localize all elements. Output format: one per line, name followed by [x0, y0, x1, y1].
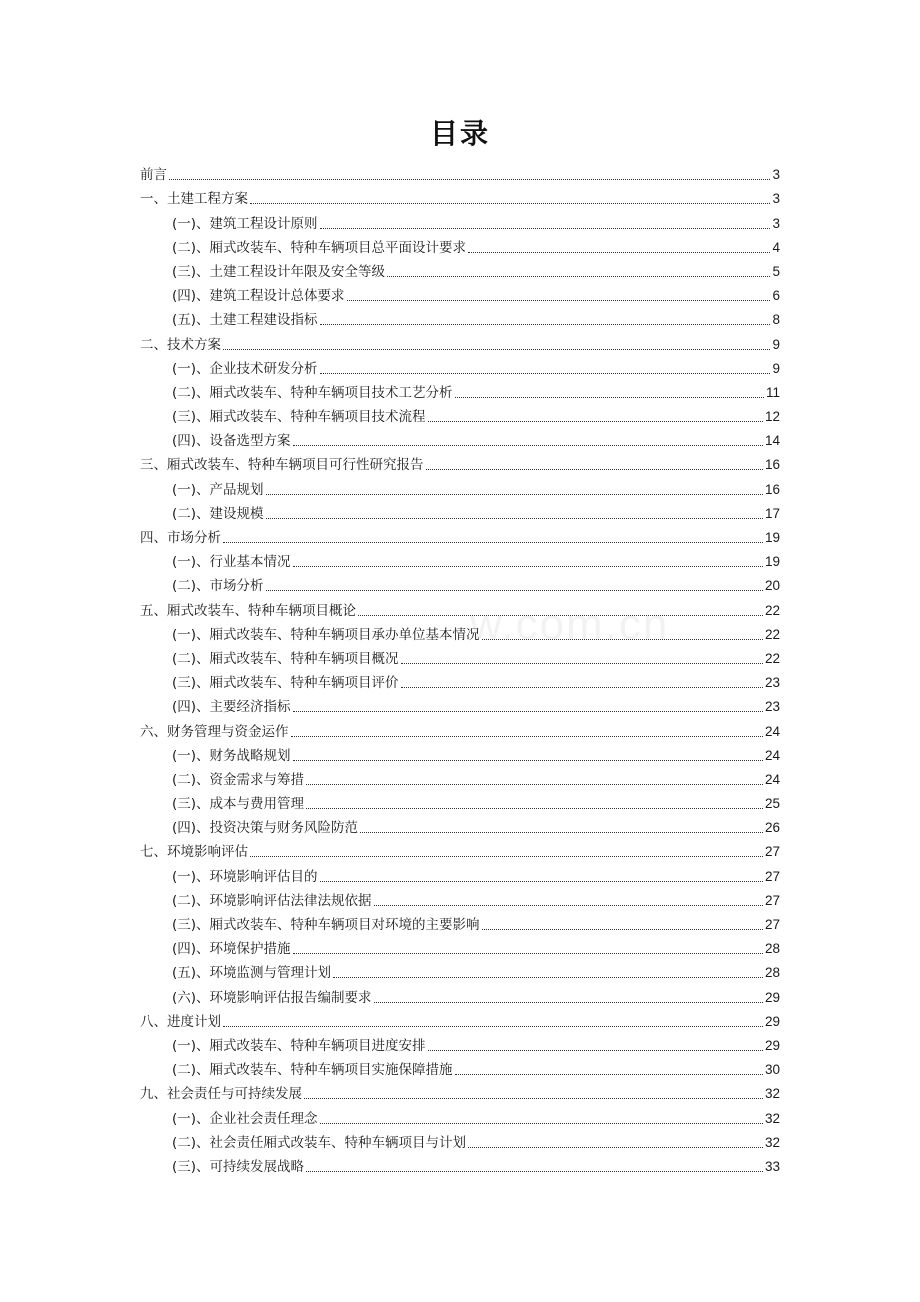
toc-dot-leader	[250, 856, 763, 857]
toc-entry[interactable]	[140, 886, 780, 910]
toc-dot-leader	[293, 953, 763, 954]
toc-page-number: 22	[764, 602, 780, 618]
toc-page-number: 32	[764, 1134, 780, 1150]
toc-entry-text: (五)、土建工程建设指标	[172, 312, 318, 329]
toc-entry[interactable]	[140, 765, 780, 789]
toc-entry[interactable]	[140, 1031, 780, 1055]
toc-entry-text: (三)、厢式改装车、特种车辆项目对环境的主要影响	[172, 917, 480, 933]
toc-entry-text: (四)、主要经济指标	[172, 699, 291, 716]
toc-dot-leader	[358, 615, 763, 616]
toc-entry[interactable]	[140, 571, 780, 595]
toc-page-number: 17	[764, 505, 780, 521]
toc-entry-text: (四)、环境保护措施	[172, 941, 291, 958]
toc-dot-leader	[455, 397, 764, 398]
toc-entry[interactable]	[140, 910, 780, 934]
toc-entry[interactable]	[140, 184, 780, 208]
toc-page-number: 3	[772, 215, 780, 231]
toc-entry[interactable]	[140, 716, 780, 740]
toc-dot-leader	[306, 1171, 763, 1172]
toc-page-number: 6	[772, 288, 780, 304]
toc-page-number: 28	[764, 965, 780, 981]
toc-dot-leader	[320, 1123, 763, 1124]
toc-entry[interactable]	[140, 329, 780, 353]
toc-entry[interactable]	[140, 741, 780, 765]
toc-dot-leader	[306, 808, 763, 809]
toc-entry-text: (四)、建筑工程设计总体要求	[172, 288, 345, 305]
toc-entry-text: (三)、可持续发展战略	[172, 1158, 305, 1175]
toc-dot-leader	[320, 228, 771, 229]
toc-page-number: 24	[764, 723, 780, 739]
toc-dot-leader	[304, 1098, 763, 1099]
toc-dot-leader	[223, 349, 770, 350]
toc-entry-text: (四)、投资决策与财务风险防范	[172, 820, 359, 837]
toc-entry[interactable]	[140, 1079, 780, 1103]
toc-dot-leader	[169, 179, 770, 180]
toc-entry[interactable]	[140, 789, 780, 813]
toc-page-number: 27	[764, 868, 780, 884]
toc-entry-text: (一)、企业社会责任理念	[172, 1110, 318, 1127]
toc-page-number: 29	[764, 1013, 780, 1029]
toc-entry-text: (一)、厢式改装车、特种车辆项目进度安排	[172, 1037, 426, 1054]
toc-page-number: 22	[764, 626, 780, 642]
toc-entry[interactable]	[140, 1055, 780, 1079]
toc-dot-leader	[320, 881, 763, 882]
toc-entry[interactable]	[140, 934, 780, 958]
toc-page-number: 19	[764, 554, 780, 570]
toc-entry-text: 六、财务管理与资金运作	[140, 723, 289, 740]
toc-dot-leader	[455, 1074, 763, 1075]
page-title: 目录	[429, 117, 490, 150]
toc-dot-leader	[293, 760, 763, 761]
toc-page-number: 32	[764, 1086, 780, 1102]
toc-dot-leader	[320, 373, 771, 374]
toc-entry-text: 一、土建工程方案	[140, 191, 248, 208]
toc-entry-text: 三、厢式改装车、特种车辆项目可行性研究报告	[140, 457, 424, 474]
toc-dot-leader	[374, 1002, 763, 1003]
toc-page-number: 23	[764, 675, 780, 691]
toc-page-number: 8	[772, 312, 780, 328]
toc-entry-text: (四)、设备选型方案	[172, 433, 291, 450]
toc-page-number: 20	[764, 578, 780, 594]
toc-dot-leader	[482, 639, 763, 640]
toc-entry-text: (三)、成本与费用管理	[172, 796, 305, 813]
toc-page-number: 32	[764, 1110, 780, 1126]
toc-dot-leader	[293, 566, 763, 567]
toc-entry[interactable]	[140, 1007, 780, 1031]
toc-dot-leader	[320, 324, 771, 325]
toc-entry-text: (二)、建设规模	[172, 505, 264, 522]
toc-entry[interactable]	[140, 1128, 780, 1152]
toc-dot-leader	[468, 1147, 763, 1148]
toc-page-number: 5	[772, 263, 780, 279]
toc-entry-text: (一)、产品规划	[172, 481, 264, 498]
toc-page-number: 16	[764, 481, 780, 497]
toc-entry-text: (二)、厢式改装车、特种车辆项目技术工艺分析	[172, 384, 453, 401]
toc-dot-leader	[347, 300, 771, 301]
toc-entry[interactable]	[140, 305, 780, 329]
toc-page-number: 3	[772, 167, 780, 183]
toc-entry-text: (三)、土建工程设计年限及安全等级	[172, 263, 386, 280]
toc-page-number: 9	[772, 336, 780, 352]
toc-entry[interactable]	[140, 547, 780, 571]
toc-page-number: 27	[764, 844, 780, 860]
toc-entry[interactable]	[140, 982, 780, 1006]
toc-page-number: 30	[764, 1062, 780, 1078]
toc-entry[interactable]	[140, 499, 780, 523]
toc-entry-text: (三)、厢式改装车、特种车辆项目评价	[172, 675, 399, 692]
toc-page-number: 29	[764, 989, 780, 1005]
toc-page-number: 11	[765, 384, 780, 400]
toc-dot-leader	[306, 784, 763, 785]
toc-entry-text: (六)、环境影响评估报告编制要求	[172, 989, 372, 1006]
toc-dot-leader	[426, 469, 763, 470]
toc-entry-text: 四、市场分析	[140, 530, 221, 546]
toc-dot-leader	[293, 445, 763, 446]
toc-entry[interactable]	[140, 257, 780, 281]
toc-page-number: 12	[764, 409, 780, 425]
toc-entry[interactable]	[140, 378, 780, 402]
toc-entry[interactable]	[140, 1152, 780, 1176]
toc-entry-text: (一)、环境影响评估目的	[172, 868, 318, 885]
toc-entry-text: (一)、财务战略规划	[172, 747, 291, 764]
toc-entry[interactable]	[140, 281, 780, 305]
toc-page-number: 9	[772, 360, 780, 376]
toc-entry-text: 二、技术方案	[140, 336, 221, 353]
toc-entry-text: (二)、市场分析	[172, 578, 264, 595]
toc-entry[interactable]	[140, 958, 780, 982]
toc-entry-text: (二)、社会责任厢式改装车、特种车辆项目与计划	[172, 1134, 467, 1151]
toc-dot-leader	[401, 663, 763, 664]
toc-entry-text: 五、厢式改装车、特种车辆项目概论	[140, 602, 356, 619]
toc-page-number: 29	[764, 1037, 780, 1053]
toc-entry[interactable]	[140, 837, 780, 861]
toc-entry-text: (二)、厢式改装车、特种车辆项目概况	[172, 650, 399, 667]
toc-page-number: 19	[764, 530, 780, 545]
toc-entry[interactable]	[140, 474, 780, 498]
toc-page-number: 4	[772, 239, 780, 255]
toc-entry-text: (一)、行业基本情况	[172, 554, 291, 571]
toc-dot-leader	[428, 421, 763, 422]
toc-entry[interactable]	[140, 692, 780, 716]
toc-entry[interactable]	[140, 620, 780, 644]
toc-page-number: 26	[764, 820, 780, 836]
toc-entry[interactable]	[140, 450, 780, 474]
toc-entry-text: 前言	[140, 167, 167, 184]
toc-dot-leader	[482, 929, 763, 930]
toc-dot-leader	[266, 590, 763, 591]
toc-entry[interactable]	[140, 523, 780, 547]
toc-entry-text: (五)、环境监测与管理计划	[172, 965, 332, 982]
toc-dot-leader	[387, 276, 770, 277]
toc-entry[interactable]	[140, 813, 780, 837]
toc-entry-text: (二)、环境影响评估法律法规依据	[172, 892, 372, 909]
toc-dot-leader	[374, 905, 763, 906]
toc-dot-leader	[266, 494, 763, 495]
toc-page-number: 16	[764, 457, 780, 473]
toc-entry-text: (一)、建筑工程设计原则	[172, 215, 318, 232]
toc-page-number: 27	[764, 892, 780, 908]
toc-entry[interactable]	[140, 402, 780, 426]
toc-page-number: 27	[764, 917, 780, 932]
toc-dot-leader	[401, 687, 763, 688]
toc-page-number: 24	[764, 747, 780, 763]
toc-page-number: 23	[764, 699, 780, 715]
toc-dot-leader	[250, 203, 770, 204]
toc-page-number: 14	[764, 433, 780, 449]
table-of-contents	[140, 160, 780, 1176]
toc-dot-leader	[360, 832, 763, 833]
toc-dot-leader	[223, 1026, 763, 1027]
toc-entry[interactable]	[140, 426, 780, 450]
toc-page-number: 28	[764, 941, 780, 957]
toc-entry[interactable]	[140, 160, 780, 184]
toc-dot-leader	[468, 252, 770, 253]
toc-page-number: 3	[772, 191, 780, 207]
toc-entry[interactable]	[140, 208, 780, 232]
toc-entry-text: (一)、厢式改装车、特种车辆项目承办单位基本情况	[172, 626, 480, 643]
toc-entry[interactable]	[140, 1103, 780, 1127]
toc-dot-leader	[293, 711, 763, 712]
toc-dot-leader	[428, 1050, 763, 1051]
toc-page-number: 33	[764, 1158, 780, 1174]
toc-entry-text: (一)、企业技术研发分析	[172, 360, 318, 377]
toc-dot-leader	[223, 542, 763, 543]
toc-entry-text: 八、进度计划	[140, 1013, 221, 1030]
toc-dot-leader	[266, 518, 763, 519]
toc-entry[interactable]	[140, 595, 780, 619]
toc-page-number: 25	[764, 796, 780, 812]
toc-entry-text: (三)、厢式改装车、特种车辆项目技术流程	[172, 409, 426, 426]
toc-page-number: 22	[764, 650, 780, 666]
toc-entry[interactable]	[140, 668, 780, 692]
toc-entry-text: (二)、厢式改装车、特种车辆项目实施保障措施	[172, 1062, 453, 1079]
toc-dot-leader	[291, 736, 763, 737]
toc-dot-leader	[333, 977, 763, 978]
watermark: w.com.cn	[470, 600, 670, 649]
toc-entry-text: 七、环境影响评估	[140, 844, 248, 861]
toc-entry-text: (二)、厢式改装车、特种车辆项目总平面设计要求	[172, 239, 467, 256]
toc-entry[interactable]	[140, 233, 780, 257]
toc-entry[interactable]	[140, 354, 780, 378]
toc-page-number: 24	[764, 771, 780, 787]
toc-entry[interactable]	[140, 861, 780, 885]
toc-entry-text: (二)、资金需求与筹措	[172, 771, 305, 788]
toc-entry[interactable]	[140, 644, 780, 668]
toc-entry-text: 九、社会责任与可持续发展	[140, 1086, 302, 1103]
